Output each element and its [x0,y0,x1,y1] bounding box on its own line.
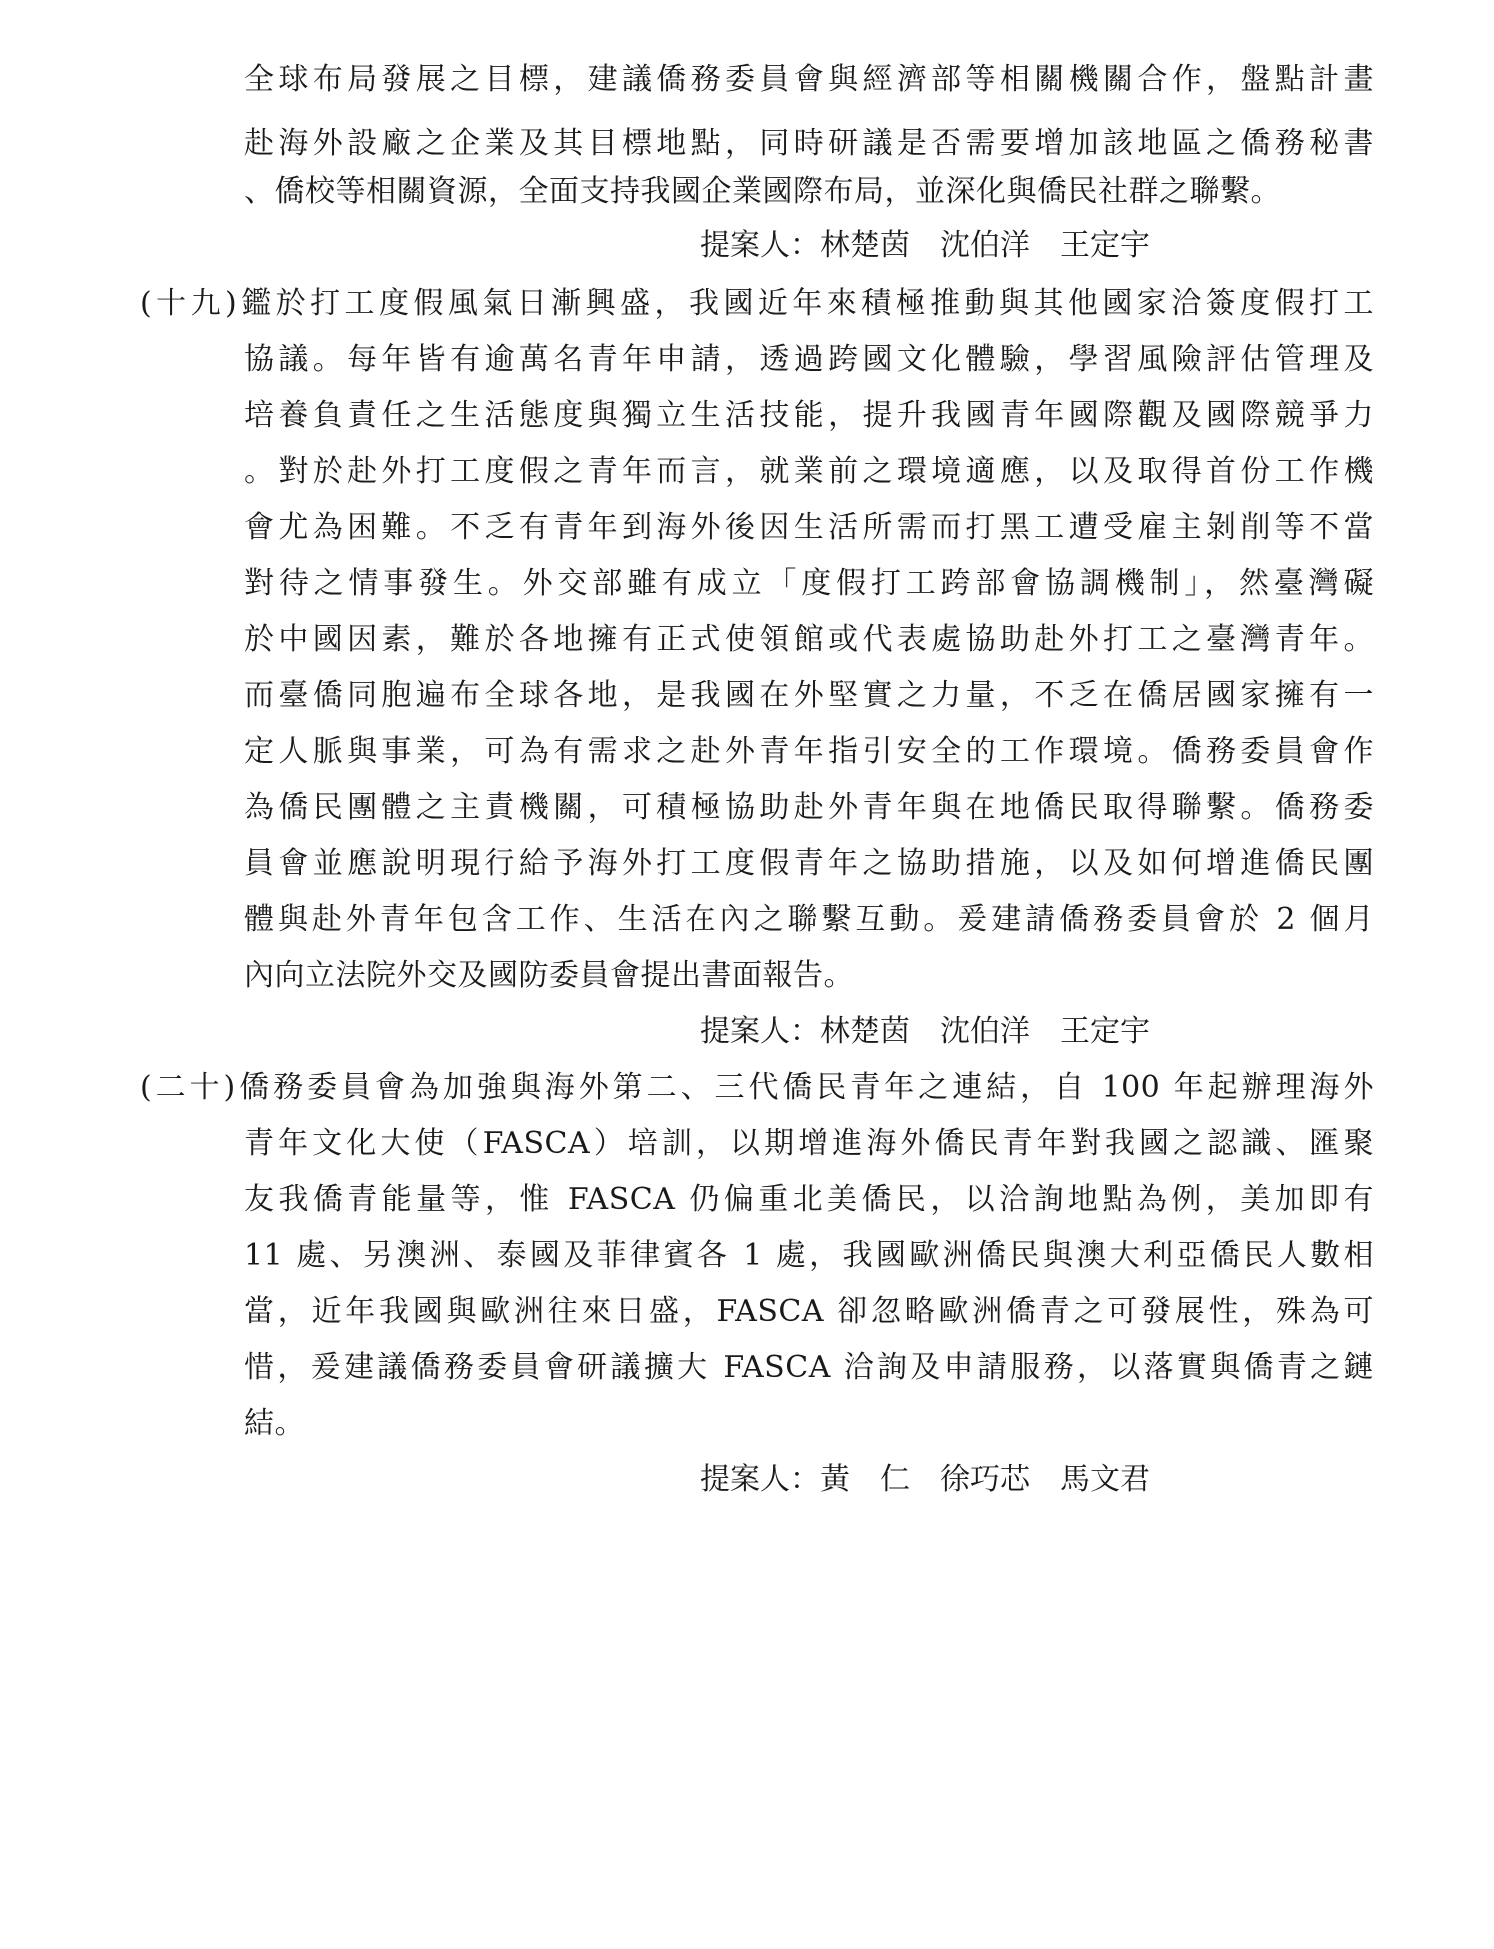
item20-line-3: 友我僑青能量等，惟 FASCA 仍偏重北美僑民，以洽詢地點為例，美加即有 [244,1182,1374,1217]
item19-line-11: 員會並應說明現行給予海外打工度假青年之協助措施，以及如何增進僑民團 [244,846,1374,881]
item20-line-4: 11 處、另澳洲、泰國及菲律賓各 1 處，我國歐洲僑民與澳大利亞僑民人數相 [244,1238,1374,1273]
item19-line-7: 於中國因素，難於各地擁有正式使領館或代表處協助赴外打工之臺灣青年。 [244,622,1374,657]
intro-signer: 提案人：林楚茵 沈伯洋 王定宇 [700,228,1150,263]
item20-line-5: 當，近年我國與歐洲往來日盛，FASCA 卻忽略歐洲僑青之可發展性，殊為可 [244,1294,1374,1329]
item19-line-9: 定人脈與事業，可為有需求之赴外青年指引安全的工作環境。僑務委員會作 [244,734,1374,769]
item19-line-4: 。對於赴外打工度假之青年而言，就業前之環境適應，以及取得首份工作機 [244,454,1374,489]
item19-line-6: 對待之情事發生。外交部雖有成立「度假打工跨部會協調機制」，然臺灣礙 [244,566,1374,601]
item20-line-1: (二十)僑務委員會為加強與海外第二、三代僑民青年之連結，自 100 年起辦理海外 [140,1070,1374,1105]
intro-line-2: 赴海外設廠之企業及其目標地點，同時研議是否需要增加該地區之僑務秘書 [244,126,1374,161]
item19-signer: 提案人：林楚茵 沈伯洋 王定宇 [700,1014,1150,1049]
item19-line-3: 培養負責任之生活態度與獨立生活技能，提升我國青年國際觀及國際競爭力 [244,398,1374,433]
item19-line-10: 為僑民團體之主責機關，可積極協助赴外青年與在地僑民取得聯繫。僑務委 [244,790,1374,825]
item20-line-7: 結。 [244,1406,305,1441]
item19-line-12: 體與赴外青年包含工作、生活在內之聯繫互動。爰建請僑務委員會於 2 個月 [244,902,1374,937]
intro-line-1: 全球布局發展之目標，建議僑務委員會與經濟部等相關機關合作，盤點計畫 [244,62,1374,97]
item20-line-2: 青年文化大使（FASCA）培訓，以期增進海外僑民青年對我國之認識、匯聚 [244,1126,1374,1161]
item19-line-2: 協議。每年皆有逾萬名青年申請，透過跨國文化體驗，學習風險評估管理及 [244,342,1374,377]
item20-line-6: 惜，爰建議僑務委員會研議擴大 FASCA 洽詢及申請服務，以落實與僑青之鏈 [244,1350,1374,1385]
item19-line-1: (十九)鑑於打工度假風氣日漸興盛，我國近年來積極推動與其他國家洽簽度假打工 [140,286,1374,321]
item19-line-5: 會尤為困難。不乏有青年到海外後因生活所需而打黑工遭受雇主剝削等不當 [244,510,1374,545]
item19-line-13: 內向立法院外交及國防委員會提出書面報告。 [244,958,854,993]
item19-line-8: 而臺僑同胞遍布全球各地，是我國在外堅實之力量，不乏在僑居國家擁有一 [244,678,1374,713]
item20-signer: 提案人：黃 仁 徐巧芯 馬文君 [700,1462,1150,1497]
intro-line-3: 、僑校等相關資源，全面支持我國企業國際布局，並深化與僑民社群之聯繫。 [244,174,1281,209]
